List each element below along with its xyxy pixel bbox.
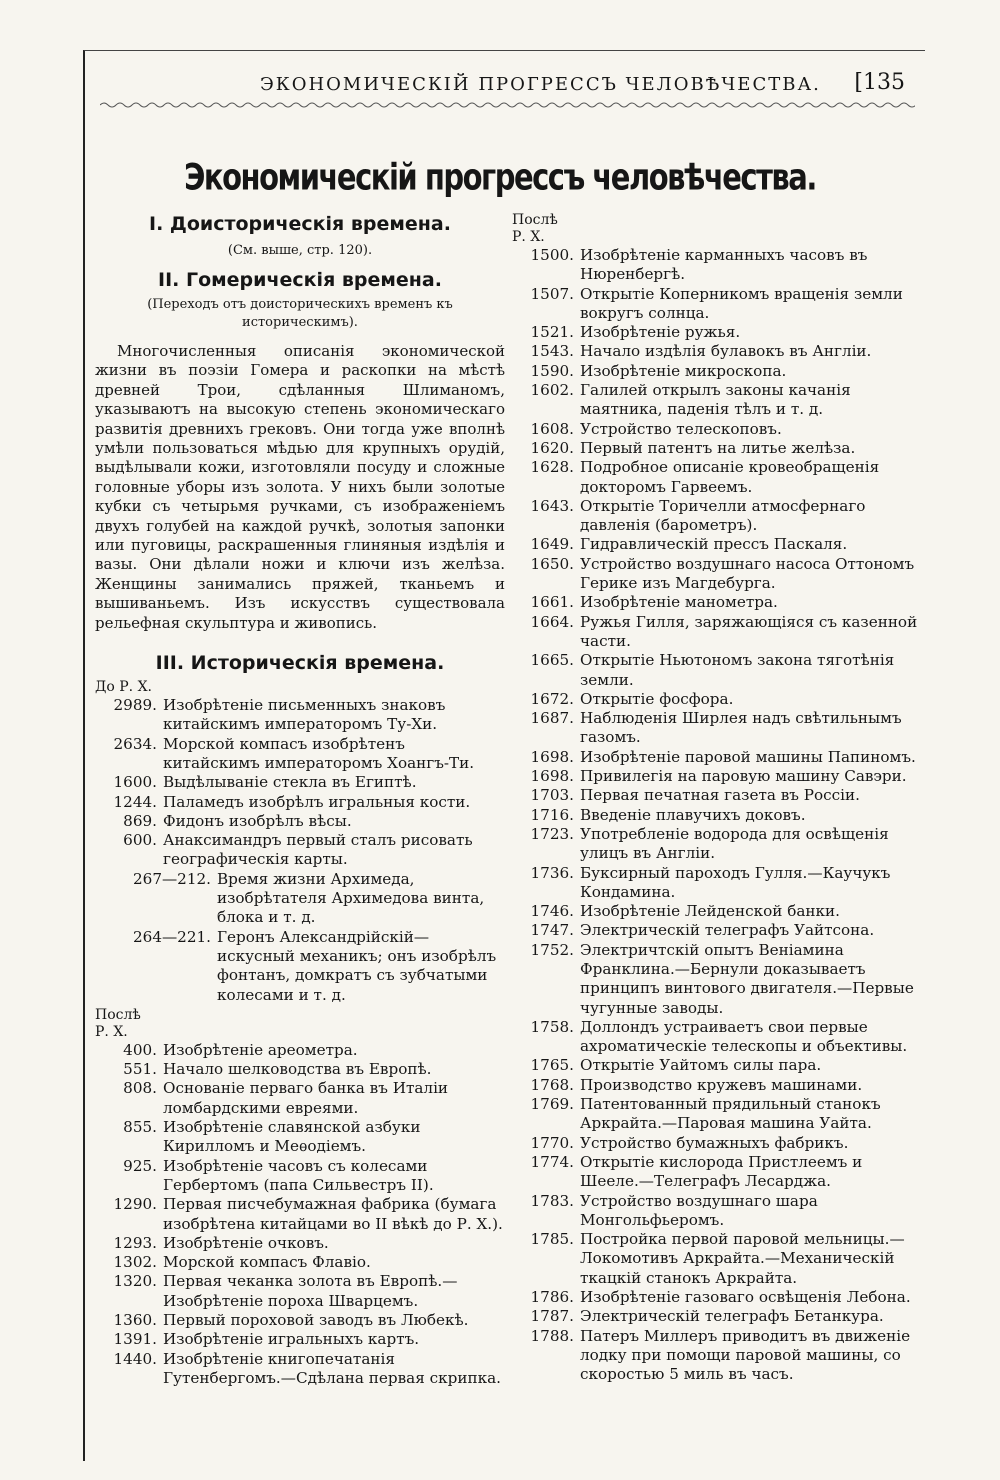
timeline-entry bbox=[512, 748, 922, 767]
timeline-entry bbox=[512, 941, 922, 1018]
entry-year: 1665. bbox=[530, 651, 574, 670]
entry-year: 1360. bbox=[113, 1311, 157, 1329]
entry-year: 1716. bbox=[530, 805, 574, 824]
entry-year: 1768. bbox=[530, 1075, 574, 1094]
timeline-entry bbox=[95, 1157, 505, 1196]
timeline-entry bbox=[512, 1018, 922, 1057]
era-bc-label: До Р. Х. bbox=[95, 679, 152, 696]
section1-heading: I. Доисторическія времена. bbox=[149, 213, 451, 235]
timeline-entry bbox=[95, 1041, 505, 1060]
entry-text: Электричтскій опытъ Веніамина Франклина.—Бернули доказываетъ принципъ винтового двигателя.—Первые чугунные заводы. bbox=[580, 940, 914, 1017]
era-ad-label-abbr: Р. Х. bbox=[95, 1023, 128, 1040]
entry-text: Изобрѣтеніе очковъ. bbox=[163, 1233, 329, 1252]
timeline-entry bbox=[95, 696, 505, 735]
entry-text: Доллондъ устраиваетъ свои первые ахроматическіе телескопы и объективы. bbox=[580, 1017, 908, 1056]
era-ad-label: Послѣ bbox=[95, 1006, 141, 1023]
entry-text: Введеніе плавучихъ доковъ. bbox=[580, 805, 806, 824]
entry-text: Изобрѣтеніе ружья. bbox=[580, 323, 741, 342]
entry-text: Первый пороховой заводъ въ Любекѣ. bbox=[163, 1311, 469, 1329]
entry-text: Подробное описаніе кровеобращенія докторомъ Гарвеемъ. bbox=[580, 458, 880, 496]
timeline-entry bbox=[512, 246, 922, 285]
right-entry-list bbox=[512, 246, 922, 1385]
entry-text: Устройство телескоповъ. bbox=[580, 419, 782, 438]
section3-heading: III. Историческія времена. bbox=[155, 652, 445, 675]
entry-year: 1500. bbox=[530, 246, 574, 264]
timeline-entry bbox=[95, 1118, 505, 1157]
entry-text: Открытіе фосфора. bbox=[580, 689, 734, 708]
entry-text: Открытіе Уайтомъ силы пара. bbox=[580, 1056, 822, 1075]
entry-year: 1293. bbox=[113, 1233, 157, 1252]
entry-text: Открытіе Коперникомъ вращенія земли вокругъ солнца. bbox=[580, 284, 903, 322]
timeline-entry bbox=[95, 1253, 505, 1272]
timeline-entry bbox=[95, 928, 505, 1005]
entry-year: 1608. bbox=[530, 419, 574, 438]
entry-text: Геронъ Александрійскій—искусный механикъ; онъ изобрѣлъ фонтанъ, домкратъ съ зубчатыми колесами и т. д. bbox=[217, 927, 497, 1004]
entry-year: 1543. bbox=[530, 342, 574, 361]
entry-year: 1747. bbox=[530, 921, 574, 940]
entry-year: 1736. bbox=[530, 863, 574, 882]
timeline-entry bbox=[95, 812, 505, 831]
timeline-entry bbox=[512, 458, 922, 497]
entry-text: Изобрѣтеніе манометра. bbox=[580, 593, 778, 612]
entry-year: 808. bbox=[123, 1079, 157, 1098]
entry-text: Наблюденія Ширлея надъ свѣтильнымъ газомъ. bbox=[580, 709, 902, 747]
timeline-entry bbox=[95, 1272, 505, 1311]
entry-text: Изобрѣтеніе микроскопа. bbox=[580, 361, 787, 380]
entry-text: Выдѣлываніе стекла въ Египтѣ. bbox=[163, 773, 417, 792]
entry-year: 1440. bbox=[113, 1349, 157, 1368]
timeline-entry bbox=[512, 1288, 922, 1307]
entry-text: Постройка первой паровой мельницы.—Локомотивъ Аркрайта.—Механическій ткацкій станокъ Аркрайта. bbox=[580, 1230, 905, 1287]
entry-year: 1521. bbox=[530, 323, 574, 342]
entry-text: Первая писчебумажная фабрика (бумага изобрѣтена китайцами во II вѣкѣ до Р. Х.). bbox=[163, 1195, 503, 1233]
entry-text: Первая чеканка золота въ Европѣ.—Изобрѣтеніе пороха Шварцемъ. bbox=[163, 1272, 458, 1310]
timeline-entry bbox=[95, 1350, 505, 1389]
section2-note: (Переходъ отъ доисторическихъ временъ къ историческимъ). bbox=[147, 297, 453, 330]
entry-year: 1786. bbox=[530, 1288, 574, 1307]
entry-text: Открытіе Торичелли атмосфернаго давленія (барометръ). bbox=[580, 496, 866, 535]
entry-year: 1703. bbox=[530, 786, 574, 805]
entry-year: 1723. bbox=[530, 824, 574, 843]
entry-year: 1770. bbox=[530, 1133, 574, 1152]
entry-text: Изобрѣтеніе письменныхъ знаковъ китайскимъ императоромъ Ту-Хи. bbox=[163, 696, 446, 734]
timeline-entry bbox=[512, 1134, 922, 1153]
timeline-entry bbox=[512, 285, 922, 324]
section2-heading: II. Гомерическія времена. bbox=[158, 269, 442, 291]
timeline-entry bbox=[512, 786, 922, 805]
entry-text: Паламедъ изобрѣлъ игральныя кости. bbox=[163, 792, 471, 811]
right-column bbox=[512, 212, 922, 1385]
entry-year: 1783. bbox=[530, 1191, 574, 1210]
entry-year: 1746. bbox=[530, 902, 574, 921]
timeline-entry bbox=[512, 825, 922, 864]
entry-year: 1765. bbox=[530, 1056, 574, 1075]
entry-text: Употребленіе водорода для освѣщенія улицъ въ Англіи. bbox=[580, 824, 889, 863]
timeline-entry bbox=[512, 535, 922, 554]
timeline-entry bbox=[512, 555, 922, 594]
timeline-entry bbox=[95, 1195, 505, 1234]
timeline-entry bbox=[512, 864, 922, 903]
entry-text: Устройство воздушнаго шара Монгольфьеромъ. bbox=[580, 1191, 818, 1229]
timeline-entry bbox=[95, 1060, 505, 1079]
entry-year: 1758. bbox=[530, 1017, 574, 1036]
entry-year: 1290. bbox=[113, 1195, 157, 1214]
entry-text: Изобрѣтеніе славянской азбуки Кирилломъ и Меѳодіемъ. bbox=[163, 1118, 421, 1156]
entry-text: Производство кружевъ машинами. bbox=[580, 1075, 863, 1094]
timeline-entry bbox=[512, 497, 922, 536]
timeline-entry bbox=[512, 690, 922, 709]
entry-year: 1600. bbox=[113, 773, 157, 792]
left-column bbox=[95, 212, 505, 1388]
timeline-entry bbox=[512, 806, 922, 825]
timeline-entry bbox=[95, 1079, 505, 1118]
section2-paragraph: Многочисленныя описанія экономической жизни въ поэзіи Гомера и раскопки на мѣстѣ древней Трои, сдѣланныя Шлиманомъ, указываютъ на высокую степень экономическаго развитія древнихъ грековъ. Они тогда уже вполнѣ умѣли пользоваться мѣдью для крупныхъ орудій, выдѣлывали кожи, изготовляли посуду и сложные головные уборы изъ золота. У нихъ были золотые кубки съ четырьмя ручками, съ изображеніемъ двухъ голубей на каждой ручкѣ, золотыя запонки или пуговицы, раскрашенныя глиняныя издѣлія и вазы. Они дѣлали ножи и ключи изъ желѣза. Женщины занимались пряжей, тканьемъ и вышиваньемъ. Изъ искусствъ существовала рельефная скульптура и живопись. bbox=[95, 342, 505, 632]
entry-text: Ружья Гилля, заряжающіяся съ казенной части. bbox=[580, 612, 918, 650]
timeline-entry bbox=[512, 420, 922, 439]
entry-text: Изобрѣтеніе книгопечатанія Гутенбергомъ.—Сдѣлана первая скрипка. bbox=[163, 1349, 501, 1387]
entry-text: Гидравлическій прессъ Паскаля. bbox=[580, 535, 848, 554]
entry-year: 2989. bbox=[113, 696, 157, 715]
timeline-entry bbox=[512, 323, 922, 342]
entry-year: 1687. bbox=[530, 709, 574, 728]
entry-text: Привилегія на паровую машину Савэри. bbox=[580, 767, 907, 786]
timeline-entry bbox=[512, 1192, 922, 1231]
entry-text: Патентованный прядильный станокъ Аркрайта.—Паровая машина Уайта. bbox=[580, 1095, 881, 1133]
entry-text: Галилей открылъ законы качанія маятника, паденія тѣлъ и т. д. bbox=[580, 381, 851, 419]
entry-year: 400. bbox=[123, 1040, 157, 1059]
entry-year: 1643. bbox=[530, 496, 574, 515]
entry-year: 1769. bbox=[530, 1095, 574, 1114]
page-title: Экономическій прогрессъ человѣчества. bbox=[184, 155, 816, 199]
timeline-entry bbox=[512, 362, 922, 381]
entry-year: 551. bbox=[123, 1060, 157, 1079]
bc-entry-list bbox=[95, 696, 505, 870]
entry-year: 1661. bbox=[530, 593, 574, 612]
entry-year: 1788. bbox=[530, 1326, 574, 1345]
entry-year: 600. bbox=[123, 831, 157, 850]
entry-text: Начало шелководства въ Европѣ. bbox=[163, 1060, 432, 1079]
timeline-entry bbox=[512, 921, 922, 940]
timeline-entry bbox=[512, 1327, 922, 1385]
entry-text: Первая печатная газета въ Россіи. bbox=[580, 786, 860, 805]
timeline-entry bbox=[512, 651, 922, 690]
entry-text: Фидонъ изобрѣлъ вѣсы. bbox=[163, 811, 352, 830]
entry-year: 869. bbox=[123, 811, 157, 830]
running-header bbox=[100, 70, 915, 100]
era-ad-label-abbr: Р. Х. bbox=[512, 229, 545, 245]
entry-text: Морской компасъ изобрѣтенъ китайскимъ императоромъ Хоангъ-Ти. bbox=[163, 734, 475, 772]
entry-year: 1785. bbox=[530, 1230, 574, 1249]
entry-text: Устройство воздушнаго насоса Оттономъ Герике изъ Магдебурга. bbox=[580, 554, 915, 593]
entry-year: 1590. bbox=[530, 361, 574, 380]
timeline-entry bbox=[95, 773, 505, 792]
entry-year: 855. bbox=[123, 1118, 157, 1137]
timeline-entry bbox=[512, 1307, 922, 1326]
entry-year: 1664. bbox=[530, 612, 574, 631]
timeline-entry bbox=[95, 831, 505, 870]
timeline-entry bbox=[95, 1311, 505, 1330]
entry-text: Морской компасъ Флавіо. bbox=[163, 1253, 371, 1272]
entry-text: Устройство бумажныхъ фабрикъ. bbox=[580, 1133, 849, 1152]
entry-year: 1672. bbox=[530, 689, 574, 708]
timeline-entry bbox=[512, 709, 922, 748]
entry-year: 1787. bbox=[530, 1307, 574, 1326]
entry-text: Начало издѣлія булавокъ въ Англіи. bbox=[580, 342, 872, 361]
entry-text: Основаніе перваго банка въ Италіи ломбардскими евреями. bbox=[163, 1079, 449, 1117]
entry-text: Изобрѣтеніе карманныхъ часовъ въ Нюренбергѣ. bbox=[580, 246, 868, 284]
timeline-entry bbox=[95, 793, 505, 812]
timeline-entry bbox=[512, 439, 922, 458]
entry-year: 2634. bbox=[113, 734, 157, 753]
entry-text: Изобрѣтеніе газоваго освѣщенія Лебона. bbox=[580, 1288, 911, 1307]
wavy-rule bbox=[100, 100, 915, 110]
entry-text: Изобрѣтеніе ареометра. bbox=[163, 1040, 358, 1059]
entry-text: Открытіе кислорода Пристлеемъ и Шееле.—Телеграфъ Лесарджа. bbox=[580, 1152, 863, 1191]
timeline-entry bbox=[512, 1076, 922, 1095]
entry-text: Электрическій телеграфъ Уайтсона. bbox=[580, 921, 875, 940]
entry-text: Первый патентъ на литье желѣза. bbox=[580, 438, 856, 457]
section1-note: (См. выше, стр. 120). bbox=[227, 243, 373, 258]
entry-year: 264—221. bbox=[133, 927, 211, 946]
entry-text: Патеръ Миллеръ приводитъ въ движеніе лодку при помощи паровой машины, со скоростью 5 миль въ часъ. bbox=[580, 1326, 911, 1384]
entry-text: Изобрѣтеніе Лейденской банки. bbox=[580, 902, 840, 921]
entry-year: 925. bbox=[123, 1156, 157, 1175]
era-ad-label: Послѣ bbox=[512, 212, 558, 228]
timeline-entry bbox=[512, 342, 922, 361]
entry-year: 1320. bbox=[113, 1272, 157, 1291]
entry-year: 1698. bbox=[530, 767, 574, 786]
entry-year: 1507. bbox=[530, 284, 574, 303]
page-number: [135 bbox=[854, 70, 905, 95]
timeline-entry bbox=[512, 902, 922, 921]
entry-year: 1698. bbox=[530, 747, 574, 766]
entry-text: Открытіе Ньютономъ закона тяготѣнія земли. bbox=[580, 651, 895, 689]
timeline-entry bbox=[512, 593, 922, 612]
timeline-entry bbox=[95, 735, 505, 774]
entry-year: 1244. bbox=[113, 792, 157, 811]
ad-entry-list bbox=[95, 1041, 505, 1388]
timeline-entry bbox=[95, 870, 505, 928]
entry-year: 1391. bbox=[113, 1330, 157, 1349]
timeline-entry bbox=[512, 767, 922, 786]
entry-text: Буксирный пароходъ Гулля.—Каучукъ Кондамина. bbox=[580, 863, 891, 901]
bc-range-entry-list bbox=[95, 870, 505, 1005]
entry-year: 1628. bbox=[530, 458, 574, 477]
entry-year: 1752. bbox=[530, 940, 574, 959]
entry-year: 267—212. bbox=[133, 869, 211, 888]
entry-text: Изобрѣтеніе паровой машины Папиномъ. bbox=[580, 747, 916, 766]
entry-text: Время жизни Архимеда, изобрѣтателя Архимедова винта, блока и т. д. bbox=[217, 869, 485, 927]
entry-year: 1650. bbox=[530, 554, 574, 573]
timeline-entry bbox=[512, 381, 922, 420]
entry-text: Изобрѣтеніе игральныхъ картъ. bbox=[163, 1330, 420, 1349]
timeline-entry bbox=[512, 1153, 922, 1192]
entry-year: 1620. bbox=[530, 438, 574, 457]
entry-text: Изобрѣтеніе часовъ съ колесами Гербертомъ (папа Сильвестръ II). bbox=[163, 1156, 434, 1194]
timeline-entry bbox=[512, 1230, 922, 1288]
timeline-entry bbox=[512, 613, 922, 652]
entry-text: Анаксимандръ первый сталъ рисовать географическія карты. bbox=[163, 831, 473, 869]
entry-year: 1774. bbox=[530, 1152, 574, 1171]
timeline-entry bbox=[95, 1330, 505, 1349]
timeline-entry bbox=[95, 1234, 505, 1253]
timeline-entry bbox=[512, 1095, 922, 1134]
timeline-entry bbox=[512, 1056, 922, 1075]
running-title: ЭКОНОМИЧЕСКІЙ ПРОГРЕССЪ ЧЕЛОВѢЧЕСТВА. bbox=[260, 74, 821, 95]
entry-year: 1302. bbox=[113, 1253, 157, 1272]
entry-year: 1649. bbox=[530, 535, 574, 554]
entry-text: Электрическій телеграфъ Бетанкура. bbox=[580, 1307, 884, 1326]
entry-year: 1602. bbox=[530, 381, 574, 400]
